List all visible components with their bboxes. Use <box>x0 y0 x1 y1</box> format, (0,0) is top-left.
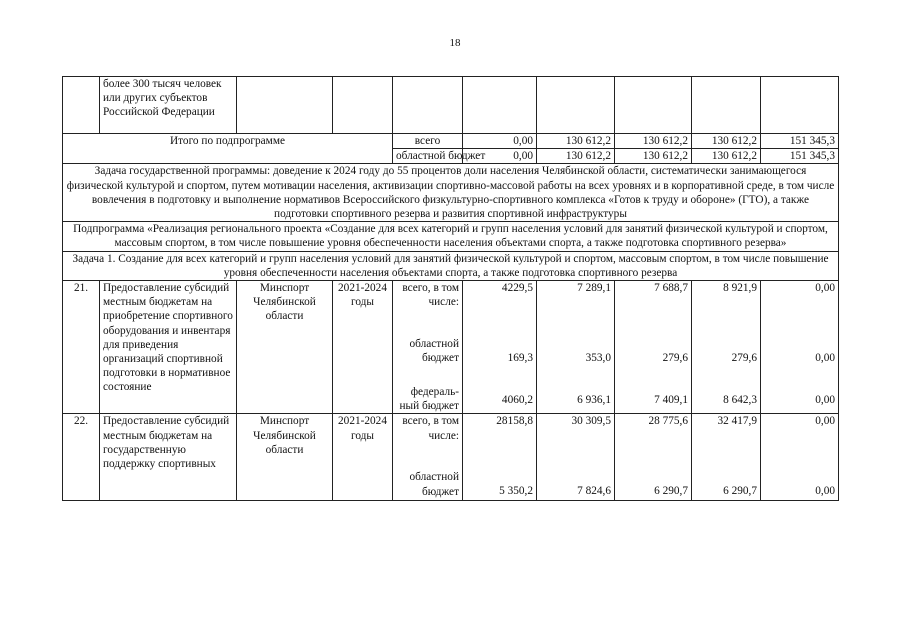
row-period: 2021-2024 годы <box>333 281 393 414</box>
total-value: 130 612,2 <box>537 149 615 164</box>
cell-value: 4060,2 <box>501 394 533 407</box>
total-value: 151 345,3 <box>761 149 839 164</box>
total-value: 130 612,2 <box>615 149 692 164</box>
cell-value: 8 642,3 <box>723 394 757 407</box>
row-executor: Минспорт Челябинской области <box>237 414 333 501</box>
source-label: всего, в том числе: <box>402 282 459 309</box>
task-1: Задача 1. Создание для всех категорий и групп населения условий для занятий физической культурой и спортом, массовым спортом, в том числе повышение уровня обеспеченности населения объектами спорта, а также подготовка спортивного резерва <box>63 251 839 280</box>
source-label: федераль-ный бюджет <box>399 386 459 413</box>
cell-value: 169,3 <box>507 352 533 365</box>
cell-value: 7 289,1 <box>577 282 611 295</box>
cell-value: 7 688,7 <box>654 282 688 295</box>
cell-value: 0,00 <box>815 415 835 428</box>
row-values-col2 <box>537 281 615 414</box>
cell-value: 0,00 <box>815 394 835 407</box>
row-values-col4 <box>692 414 761 501</box>
total-kind: всего <box>393 134 463 149</box>
cell-value: 6 290,7 <box>723 485 757 498</box>
cell-value: 8 921,9 <box>723 282 757 295</box>
cell-value: 279,6 <box>731 352 757 365</box>
cell-value: 0,00 <box>815 282 835 295</box>
cell-value: 32 417,9 <box>717 415 757 428</box>
cell-value: 353,0 <box>585 352 611 365</box>
row-period: 2021-2024 годы <box>333 414 393 501</box>
total-value: 130 612,2 <box>615 134 692 149</box>
total-value: 0,00 <box>463 149 537 164</box>
total-value: 151 345,3 <box>761 134 839 149</box>
cell-value: 28 775,6 <box>648 415 688 428</box>
total-value: 130 612,2 <box>692 134 761 149</box>
subprogram-title: Подпрограмма «Реализация регионального проекта «Создание для всех категорий и групп населения условий для занятий физической культурой и спортом, массовым спортом, в том числе повышение уровня обеспеченности населения объектами спорта, а также подготовка спортивного резерва» <box>63 222 839 251</box>
source-label: всего, в том числе: <box>402 415 459 442</box>
budget-table <box>62 76 839 501</box>
continuation-row <box>63 77 839 134</box>
source-label: областной бюджет <box>409 338 459 365</box>
task-state-program: Задача государственной программы: доведение к 2024 году до 55 процентов доли населения Челябинской области, систематически занимающегося физической культурой и спортом, путем мотивации населения, активизации спортивно-массовой работы на всех уровнях и в корпоративной среде, в том числе вовлечения в подготовку и выполнение нормативов Всероссийского физкультурно-спортивного комплекса «Готов к труду и обороне» (ГТО), а также подготовки спортивного резерва и развития спортивной инфраструктуры <box>63 164 839 222</box>
cell-value: 6 290,7 <box>654 485 688 498</box>
cell-value: 279,6 <box>662 352 688 365</box>
row-sources <box>393 414 463 501</box>
cell-value: 0,00 <box>815 352 835 365</box>
cell-value: 6 936,1 <box>577 394 611 407</box>
row-values-col5 <box>761 414 839 501</box>
cell-value: 7 409,1 <box>654 394 688 407</box>
total-row-all <box>63 134 839 149</box>
row-values-col3 <box>615 414 692 501</box>
page-number: 18 <box>449 37 461 49</box>
cell-value: 7 824,6 <box>577 485 611 498</box>
total-value: 130 612,2 <box>537 134 615 149</box>
total-value: 130 612,2 <box>692 149 761 164</box>
total-label: Итого по подпрограмме <box>63 134 393 164</box>
row-values-col1 <box>463 414 537 501</box>
continuation-name: более 300 тысяч человек или других субъектов Российской Федерации <box>100 77 237 134</box>
cell-value: 4229,5 <box>501 282 533 295</box>
row-sources <box>393 281 463 414</box>
total-kind: областной бюджет <box>393 149 463 164</box>
row-number: 22. <box>63 414 100 501</box>
cell-value: 0,00 <box>815 485 835 498</box>
table-row <box>63 281 839 414</box>
row-name: Предоставление субсидий местным бюджетам на приобретение спортивного оборудования и инвентаря для приведения организаций спортивной подготовки в нормативное состояние <box>100 281 237 414</box>
cell-value: 5 350,2 <box>499 485 533 498</box>
table-row <box>63 414 839 501</box>
row-values-col5 <box>761 281 839 414</box>
row-values-col1 <box>463 281 537 414</box>
cell-value: 28158,8 <box>496 415 533 428</box>
row-name: Предоставление субсидий местным бюджетам на государственную поддержку спортивных <box>100 414 237 501</box>
row-values-col2 <box>537 414 615 501</box>
row-values-col4 <box>692 281 761 414</box>
cell-value: 30 309,5 <box>571 415 611 428</box>
source-label: областной бюджет <box>409 471 459 498</box>
row-number: 21. <box>63 281 100 414</box>
total-value: 0,00 <box>463 134 537 149</box>
row-values-col3 <box>615 281 692 414</box>
row-executor: Минспорт Челябинской области <box>237 281 333 414</box>
